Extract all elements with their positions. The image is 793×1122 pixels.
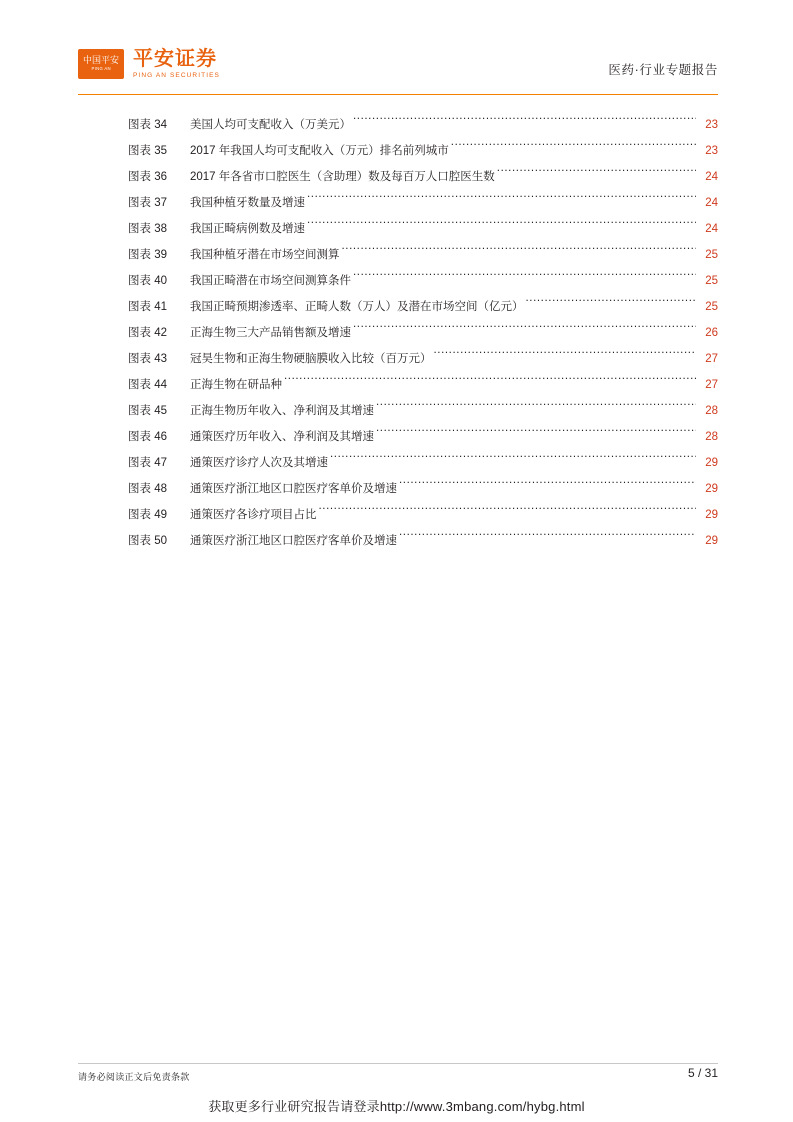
toc-entry-label: 图表 42 (128, 327, 167, 339)
toc-entry[interactable] (78, 216, 718, 242)
toc-entry-title: 通策医疗诊疗人次及其增速 (190, 457, 328, 469)
toc-entry-title: 美国人均可支配收入（万美元） (190, 119, 351, 131)
toc-entry-title: 冠昊生物和正海生物硬脑膜收入比较（百万元） (190, 353, 432, 365)
toc-entry-page: 29 (705, 457, 718, 469)
toc-entry[interactable] (78, 320, 718, 346)
toc-entry-page: 29 (705, 535, 718, 547)
toc-leader-dots (376, 428, 696, 440)
toc-entry[interactable] (78, 138, 718, 164)
toc-leader-dots (376, 402, 696, 414)
toc-entry-page: 26 (705, 327, 718, 339)
toc-entry-page: 25 (705, 275, 718, 287)
logo-mark-cn: 中国平安 (82, 54, 119, 65)
toc-entry-title: 我国正畸预期渗透率、正畸人数（万人）及潜在市场空间（亿元） (190, 301, 524, 313)
toc-entry[interactable] (78, 476, 718, 502)
toc-entry[interactable] (78, 112, 718, 138)
toc-entry-label: 图表 44 (128, 379, 167, 391)
toc-leader-dots (342, 246, 697, 258)
company-logo (78, 48, 220, 79)
brand-name-en: PING AN SECURITIES (133, 72, 220, 79)
toc-entry[interactable] (78, 294, 718, 320)
toc-entry-label: 图表 45 (128, 405, 167, 417)
toc-entry-page: 23 (705, 119, 718, 131)
toc-entry-page: 25 (705, 249, 718, 261)
toc-leader-dots (353, 272, 696, 284)
toc-leader-dots (353, 116, 696, 128)
toc-entry-label: 图表 43 (128, 353, 167, 365)
toc-leader-dots (434, 350, 697, 362)
toc-entry-title: 正海生物历年收入、净利润及其增速 (190, 405, 374, 417)
toc-entry[interactable] (78, 164, 718, 190)
toc-entry-page: 27 (705, 353, 718, 365)
toc-entry-title: 正海生物在研品种 (190, 379, 282, 391)
toc-entry-page: 27 (705, 379, 718, 391)
toc-entry-title: 正海生物三大产品销售额及增速 (190, 327, 351, 339)
toc-entry-page: 24 (705, 223, 718, 235)
toc-entry-label: 图表 48 (128, 483, 167, 495)
toc-entry[interactable] (78, 190, 718, 216)
toc-leader-dots (399, 532, 696, 544)
toc-leader-dots (307, 220, 696, 232)
toc-entry-label: 图表 35 (128, 145, 167, 157)
page-header (78, 48, 718, 94)
toc-entry[interactable] (78, 398, 718, 424)
toc-entry[interactable] (78, 424, 718, 450)
toc-entry-page: 23 (705, 145, 718, 157)
ping-an-logo-icon (78, 49, 124, 79)
toc-entry-label: 图表 46 (128, 431, 167, 443)
header-divider (78, 94, 718, 95)
toc-entry[interactable] (78, 372, 718, 398)
header-report-title: 医药·行业专题报告 (608, 63, 718, 77)
footer-divider (78, 1063, 718, 1064)
toc-entry[interactable] (78, 450, 718, 476)
toc-entry-label: 图表 50 (128, 535, 167, 547)
table-of-contents (78, 112, 718, 554)
page-number: 5 / 31 (687, 1066, 718, 1080)
toc-entry-label: 图表 49 (128, 509, 167, 521)
toc-entry-page: 24 (705, 197, 718, 209)
toc-entry-label: 图表 38 (128, 223, 167, 235)
logo-mark-en: PING AN (91, 65, 111, 71)
toc-entry[interactable] (78, 502, 718, 528)
toc-entry-title: 通策医疗浙江地区口腔医疗客单价及增速 (190, 535, 397, 547)
brand-text (133, 48, 220, 79)
brand-name-cn: 平安证券 (133, 48, 217, 70)
toc-entry-page: 24 (705, 171, 718, 183)
toc-leader-dots (353, 324, 696, 336)
toc-entry-page: 25 (705, 301, 718, 313)
toc-entry-title: 我国种植牙潜在市场空间测算 (190, 249, 340, 261)
toc-entry-label: 图表 37 (128, 197, 167, 209)
toc-leader-dots (319, 506, 697, 518)
toc-leader-dots (307, 194, 696, 206)
toc-entry-label: 图表 40 (128, 275, 167, 287)
toc-entry-label: 图表 41 (128, 301, 167, 313)
toc-entry-page: 28 (705, 431, 718, 443)
toc-entry-title: 2017 年各省市口腔医生（含助理）数及每百万人口腔医生数 (190, 171, 495, 183)
toc-entry-title: 我国正畸病例数及增速 (190, 223, 305, 235)
toc-leader-dots (284, 376, 696, 388)
toc-entry-title: 通策医疗各诊疗项目占比 (190, 509, 317, 521)
toc-entry[interactable] (78, 346, 718, 372)
footer-banner-link: 获取更多行业研究报告请登录http://www.3mbang.com/hybg.html (208, 1099, 585, 1114)
toc-entry-title: 我国正畸潜在市场空间测算条件 (190, 275, 351, 287)
toc-entry-title: 2017 年我国人均可支配收入（万元）排名前列城市 (190, 145, 449, 157)
toc-entry-label: 图表 36 (128, 171, 167, 183)
toc-entry-label: 图表 34 (128, 119, 167, 131)
toc-entry[interactable] (78, 528, 718, 554)
toc-leader-dots (330, 454, 696, 466)
toc-entry-label: 图表 47 (128, 457, 167, 469)
toc-entry-label: 图表 39 (128, 249, 167, 261)
toc-leader-dots (526, 298, 697, 310)
toc-entry-page: 29 (705, 509, 718, 521)
footer-disclaimer: 请务必阅读正文后免责条款 (78, 1072, 190, 1082)
toc-entry[interactable] (78, 268, 718, 294)
toc-entry-page: 28 (705, 405, 718, 417)
toc-leader-dots (451, 142, 696, 154)
toc-entry-page: 29 (705, 483, 718, 495)
toc-leader-dots (399, 480, 696, 492)
toc-entry-title: 通策医疗历年收入、净利润及其增速 (190, 431, 374, 443)
toc-entry[interactable] (78, 242, 718, 268)
toc-leader-dots (497, 168, 696, 180)
toc-entry-title: 我国种植牙数量及增速 (190, 197, 305, 209)
toc-entry-title: 通策医疗浙江地区口腔医疗客单价及增速 (190, 483, 397, 495)
